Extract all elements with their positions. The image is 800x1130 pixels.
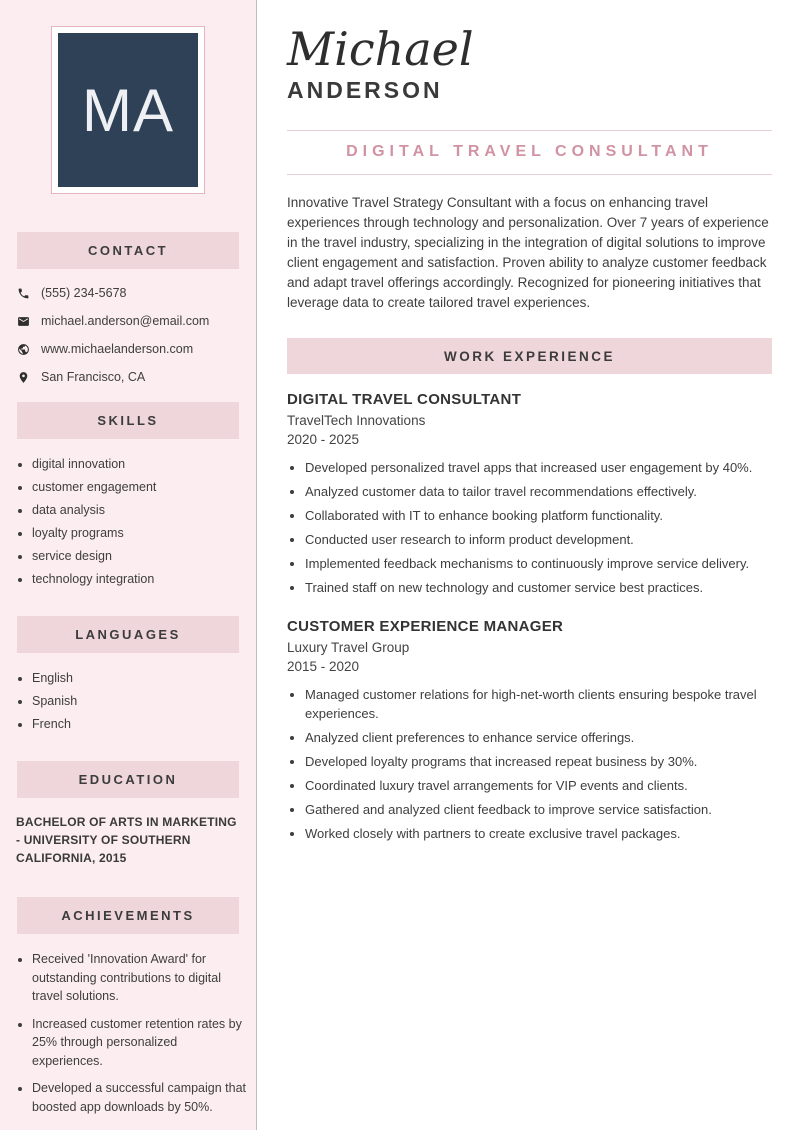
job-role: CUSTOMER EXPERIENCE MANAGER [287, 618, 564, 635]
job-bullet: • Developed personalized travel apps that increased user engagement by 40%. [305, 458, 772, 477]
sidebar [0, 0, 257, 1130]
skills-section-title: SKILLS [17, 402, 239, 439]
avatar [51, 26, 205, 194]
job-bullet: • Developed loyalty programs that increased repeat business by 30%. [305, 752, 772, 771]
job-bullet: • Analyzed client preferences to enhance service offerings. [305, 728, 772, 747]
language-item: • French [32, 718, 256, 731]
languages-section-title: LANGUAGES [17, 616, 239, 653]
job-entry [287, 391, 772, 597]
first-name: Michael [287, 22, 474, 76]
job-title-text: DIGITAL TRAVEL CONSULTANT [346, 143, 713, 160]
contact-location-text: San Francisco, CA [41, 369, 146, 384]
achievement-item: • Developed a successful campaign that boosted app downloads by 50%. [32, 1079, 248, 1116]
achievements-section-title: ACHIEVEMENTS [17, 897, 239, 934]
languages-list [0, 672, 256, 731]
skill-item: • customer engagement [32, 481, 256, 494]
email-icon [16, 314, 30, 328]
skill-item: • loyalty programs [32, 527, 256, 540]
professional-summary: Innovative Travel Strategy Consultant with a focus on enhancing travel experiences through technology and personalization. Over 7 years of experience in the travel industry, specializing in the integration of digital solutions to improve client engagement and satisfaction. Proven ability to analyze customer feedback and adapt travel offerings accordingly. Recognized for pioneering initiatives that leverage data to create tailored travel experiences. [287, 195, 769, 310]
job-role: DIGITAL TRAVEL CONSULTANT [287, 391, 522, 408]
language-item: • Spanish [32, 695, 256, 708]
job-bullet-list [287, 685, 772, 843]
contact-section-title: CONTACT [17, 232, 239, 269]
job-bullet: • Collaborated with IT to enhance booking platform functionality. [305, 506, 772, 525]
contact-list [0, 286, 256, 384]
skill-item: • data analysis [32, 504, 256, 517]
skills-list [0, 458, 256, 586]
contact-location [16, 370, 242, 384]
languages-section [0, 616, 256, 731]
contact-email-text: michael.anderson@email.com [41, 313, 210, 328]
job-bullet: • Conducted user research to inform product development. [305, 530, 772, 549]
education-section [0, 761, 256, 867]
globe-icon [16, 342, 30, 356]
job-dates: 2015 - 2020 [287, 659, 360, 674]
location-pin-icon [16, 370, 30, 384]
job-title-banner [287, 130, 772, 175]
achievements-list [0, 950, 256, 1116]
skill-item: • service design [32, 550, 256, 563]
job-bullet-list [287, 458, 772, 597]
skills-section [0, 402, 256, 586]
avatar-initials: MA [58, 33, 198, 187]
education-section-title: EDUCATION [17, 761, 239, 798]
achievement-item: • Increased customer retention rates by 25% through personalized experiences. [32, 1015, 248, 1071]
phone-icon [16, 286, 30, 300]
job-bullet: • Trained staff on new technology and customer service best practices. [305, 578, 772, 597]
language-item: • English [32, 672, 256, 685]
job-dates: 2020 - 2025 [287, 432, 360, 447]
contact-email [16, 314, 242, 328]
skill-item: • technology integration [32, 573, 256, 586]
contact-website [16, 342, 242, 356]
job-bullet: • Worked closely with partners to create exclusive travel packages. [305, 824, 772, 843]
contact-phone-text: (555) 234-5678 [41, 285, 127, 300]
job-entry [287, 618, 772, 843]
job-company: Luxury Travel Group [287, 640, 410, 655]
achievement-item: • Received 'Innovation Award' for outstanding contributions to digital travel solutions. [32, 950, 248, 1006]
job-bullet: • Managed customer relations for high-net-worth clients ensuring bespoke travel experiences. [305, 685, 772, 723]
skill-item: • digital innovation [32, 458, 256, 471]
work-experience-header: WORK EXPERIENCE [287, 338, 772, 374]
last-name: ANDERSON [287, 77, 443, 103]
achievements-section [0, 897, 256, 1116]
main-content [257, 0, 800, 1130]
job-bullet: • Implemented feedback mechanisms to continuously improve service delivery. [305, 554, 772, 573]
job-bullet: • Gathered and analyzed client feedback to improve service satisfaction. [305, 800, 772, 819]
contact-section [0, 232, 256, 384]
job-bullet: • Analyzed customer data to tailor travel recommendations effectively. [305, 482, 772, 501]
job-company: TravelTech Innovations [287, 413, 426, 428]
education-degree: BACHELOR OF ARTS IN MARKETING - UNIVERSITY OF SOUTHERN CALIFORNIA, 2015 [16, 815, 237, 865]
contact-website-text: www.michaelanderson.com [41, 341, 194, 356]
job-bullet: • Coordinated luxury travel arrangements for VIP events and clients. [305, 776, 772, 795]
contact-phone [16, 286, 242, 300]
